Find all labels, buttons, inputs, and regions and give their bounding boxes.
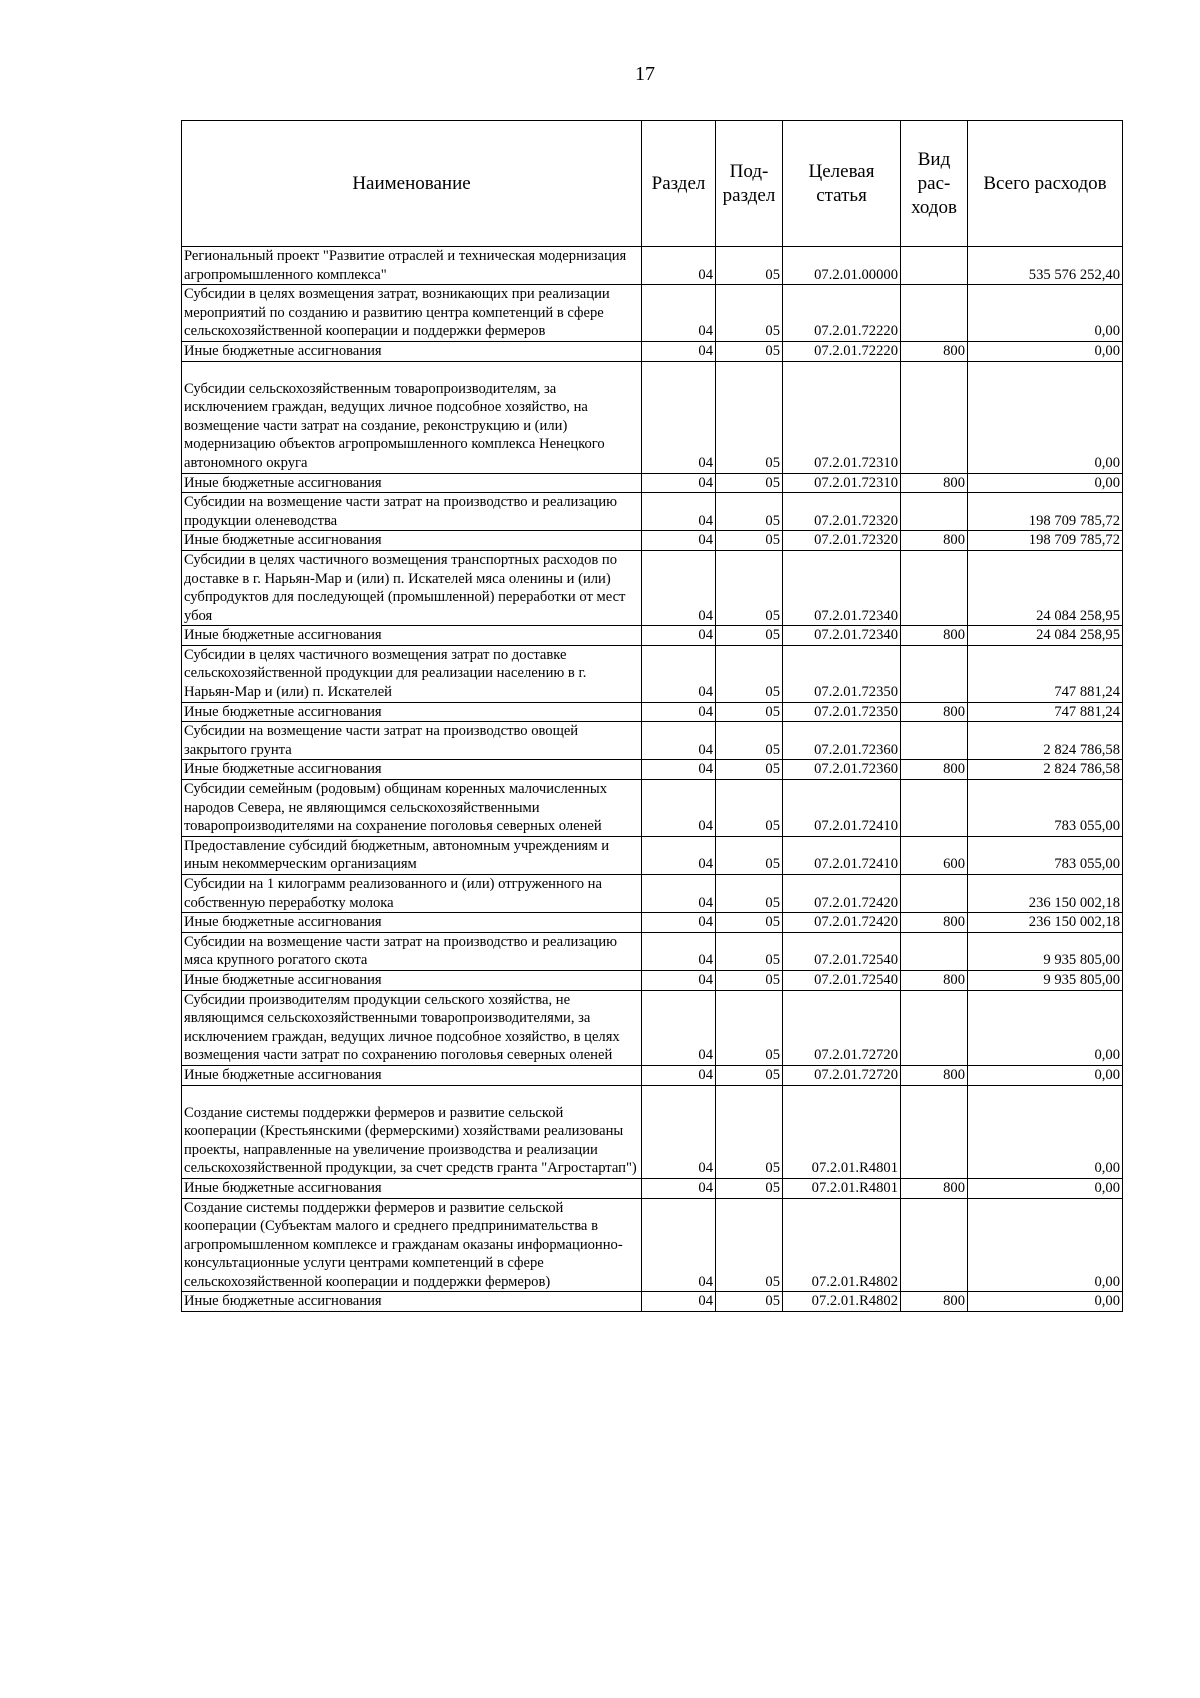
cell-subsection: 05 bbox=[716, 473, 783, 493]
cell-total: 0,00 bbox=[968, 473, 1123, 493]
cell-total: 198 709 785,72 bbox=[968, 531, 1123, 551]
cell-target: 07.2.01.72220 bbox=[783, 285, 901, 342]
table-row bbox=[182, 1178, 1123, 1198]
cell-kind: 800 bbox=[901, 341, 968, 361]
cell-section: 04 bbox=[642, 702, 716, 722]
table-row bbox=[182, 1292, 1123, 1312]
cell-name: Субсидии на возмещение части затрат на производство и реализацию продукции оленеводства bbox=[182, 493, 642, 531]
table-row bbox=[182, 550, 1123, 625]
cell-kind: 800 bbox=[901, 913, 968, 933]
cell-subsection: 05 bbox=[716, 1085, 783, 1178]
cell-section: 04 bbox=[642, 1198, 716, 1292]
cell-name: Иные бюджетные ассигнования bbox=[182, 760, 642, 780]
cell-kind bbox=[901, 285, 968, 342]
cell-subsection: 05 bbox=[716, 247, 783, 285]
cell-target: 07.2.01.R4801 bbox=[783, 1085, 901, 1178]
cell-target: 07.2.01.72540 bbox=[783, 970, 901, 990]
cell-kind: 800 bbox=[901, 473, 968, 493]
cell-subsection: 05 bbox=[716, 341, 783, 361]
cell-name: Субсидии производителям продукции сельского хозяйства, не являющимся сельскохозяйственными товаропроизводителями, за исключением граждан, ведущих личное подсобное хозяйство, в целях возмещения части затрат по сохранению поголовья северных оленей bbox=[182, 990, 642, 1065]
cell-section: 04 bbox=[642, 722, 716, 760]
cell-section: 04 bbox=[642, 247, 716, 285]
cell-subsection: 05 bbox=[716, 493, 783, 531]
table-row bbox=[182, 702, 1123, 722]
cell-target: 07.2.01.72350 bbox=[783, 645, 901, 702]
cell-section: 04 bbox=[642, 875, 716, 913]
cell-name: Субсидии в целях возмещения затрат, возникающих при реализации мероприятий по созданию и развитию центра компетенций в сфере сельскохозяйственной кооперации и поддержки фермеров bbox=[182, 285, 642, 342]
cell-name: Субсидии сельскохозяйственным товаропроизводителям, за исключением граждан, ведущих личное подсобное хозяйство, на возмещение части затрат на создание, реконструкцию и (или) модернизацию объектов агропромышленного комплекса Ненецкого автономного округа bbox=[182, 361, 642, 473]
cell-section: 04 bbox=[642, 645, 716, 702]
table-row bbox=[182, 341, 1123, 361]
cell-target: 07.2.01.72360 bbox=[783, 760, 901, 780]
cell-kind bbox=[901, 990, 968, 1065]
cell-kind: 800 bbox=[901, 1292, 968, 1312]
cell-target: 07.2.01.72350 bbox=[783, 702, 901, 722]
cell-subsection: 05 bbox=[716, 1065, 783, 1085]
cell-total: 198 709 785,72 bbox=[968, 493, 1123, 531]
table-row bbox=[182, 247, 1123, 285]
cell-subsection: 05 bbox=[716, 550, 783, 625]
header-section: Раздел bbox=[642, 121, 716, 247]
table-body bbox=[182, 247, 1123, 1312]
cell-total: 783 055,00 bbox=[968, 780, 1123, 837]
table-row bbox=[182, 1198, 1123, 1292]
table-row bbox=[182, 473, 1123, 493]
cell-name: Субсидии семейным (родовым) общинам коренных малочисленных народов Севера, не являющимся сельскохозяйственными товаропроизводителями на сохранение поголовья северных оленей bbox=[182, 780, 642, 837]
cell-total: 24 084 258,95 bbox=[968, 550, 1123, 625]
cell-section: 04 bbox=[642, 836, 716, 874]
cell-total: 0,00 bbox=[968, 1065, 1123, 1085]
cell-kind bbox=[901, 645, 968, 702]
cell-target: 07.2.01.00000 bbox=[783, 247, 901, 285]
header-kind: Вид рас- ходов bbox=[901, 121, 968, 247]
table-row bbox=[182, 780, 1123, 837]
cell-name: Создание системы поддержки фермеров и развитие сельской кооперации (Субъектам малого и среднего предпринимательства в агропромышленном комплексе и гражданам оказаны информационно-консультационные услуги центрами компетенций в сфере сельскохозяйственной кооперации и поддержки фермеров) bbox=[182, 1198, 642, 1292]
cell-name: Иные бюджетные ассигнования bbox=[182, 1178, 642, 1198]
cell-name: Иные бюджетные ассигнования bbox=[182, 626, 642, 646]
cell-total: 0,00 bbox=[968, 1085, 1123, 1178]
cell-section: 04 bbox=[642, 970, 716, 990]
cell-section: 04 bbox=[642, 473, 716, 493]
cell-target: 07.2.01.72360 bbox=[783, 722, 901, 760]
cell-total: 0,00 bbox=[968, 1178, 1123, 1198]
cell-total: 747 881,24 bbox=[968, 645, 1123, 702]
cell-section: 04 bbox=[642, 550, 716, 625]
cell-target: 07.2.01.R4801 bbox=[783, 1178, 901, 1198]
cell-kind: 800 bbox=[901, 1065, 968, 1085]
cell-target: 07.2.01.72320 bbox=[783, 493, 901, 531]
cell-total: 9 935 805,00 bbox=[968, 932, 1123, 970]
cell-total: 9 935 805,00 bbox=[968, 970, 1123, 990]
cell-subsection: 05 bbox=[716, 702, 783, 722]
table-header bbox=[182, 121, 1123, 247]
cell-kind bbox=[901, 361, 968, 473]
table-row bbox=[182, 760, 1123, 780]
table-row bbox=[182, 722, 1123, 760]
table-row bbox=[182, 531, 1123, 551]
header-target: Целевая статья bbox=[783, 121, 901, 247]
cell-target: 07.2.01.72410 bbox=[783, 836, 901, 874]
cell-name: Субсидии в целях частичного возмещения затрат по доставке сельскохозяйственной продукции для реализации населению в г. Нарьян-Мар и (или) п. Искателей bbox=[182, 645, 642, 702]
table-row bbox=[182, 1065, 1123, 1085]
cell-subsection: 05 bbox=[716, 970, 783, 990]
cell-kind: 800 bbox=[901, 702, 968, 722]
cell-name: Региональный проект "Развитие отраслей и техническая модернизация агропромышленного комплекса" bbox=[182, 247, 642, 285]
cell-subsection: 05 bbox=[716, 780, 783, 837]
cell-total: 0,00 bbox=[968, 361, 1123, 473]
cell-target: 07.2.01.72340 bbox=[783, 550, 901, 625]
cell-section: 04 bbox=[642, 932, 716, 970]
cell-name: Иные бюджетные ассигнования bbox=[182, 531, 642, 551]
table-row bbox=[182, 493, 1123, 531]
table-row bbox=[182, 836, 1123, 874]
cell-total: 0,00 bbox=[968, 341, 1123, 361]
cell-name: Иные бюджетные ассигнования bbox=[182, 970, 642, 990]
cell-kind: 800 bbox=[901, 531, 968, 551]
cell-total: 236 150 002,18 bbox=[968, 913, 1123, 933]
cell-total: 0,00 bbox=[968, 990, 1123, 1065]
table-row bbox=[182, 645, 1123, 702]
cell-total: 0,00 bbox=[968, 285, 1123, 342]
table-row bbox=[182, 875, 1123, 913]
cell-name: Субсидии на возмещение части затрат на производство овощей закрытого грунта bbox=[182, 722, 642, 760]
header-total: Всего расходов bbox=[968, 121, 1123, 247]
cell-total: 747 881,24 bbox=[968, 702, 1123, 722]
cell-name: Создание системы поддержки фермеров и развитие сельской кооперации (Крестьянскими (фермерскими) хозяйствами реализованы проекты, направленные на увеличение производства и реализации сельскохозяйственной продукции, за счет средств гранта "Агростартап") bbox=[182, 1085, 642, 1178]
cell-kind bbox=[901, 247, 968, 285]
cell-target: 07.2.01.72310 bbox=[783, 361, 901, 473]
cell-section: 04 bbox=[642, 1085, 716, 1178]
cell-kind bbox=[901, 1085, 968, 1178]
cell-section: 04 bbox=[642, 780, 716, 837]
cell-target: 07.2.01.72320 bbox=[783, 531, 901, 551]
cell-kind bbox=[901, 932, 968, 970]
cell-total: 236 150 002,18 bbox=[968, 875, 1123, 913]
header-row bbox=[182, 121, 1123, 247]
cell-target: 07.2.01.72340 bbox=[783, 626, 901, 646]
page-number: 17 bbox=[635, 63, 655, 85]
cell-subsection: 05 bbox=[716, 722, 783, 760]
cell-section: 04 bbox=[642, 1178, 716, 1198]
table-row bbox=[182, 913, 1123, 933]
cell-target: 07.2.01.72220 bbox=[783, 341, 901, 361]
table-row bbox=[182, 990, 1123, 1065]
cell-section: 04 bbox=[642, 1065, 716, 1085]
cell-total: 783 055,00 bbox=[968, 836, 1123, 874]
cell-target: 07.2.01.72720 bbox=[783, 1065, 901, 1085]
cell-subsection: 05 bbox=[716, 1292, 783, 1312]
cell-target: 07.2.01.72420 bbox=[783, 913, 901, 933]
cell-section: 04 bbox=[642, 760, 716, 780]
cell-section: 04 bbox=[642, 493, 716, 531]
cell-subsection: 05 bbox=[716, 836, 783, 874]
cell-subsection: 05 bbox=[716, 531, 783, 551]
cell-kind: 800 bbox=[901, 1178, 968, 1198]
cell-name: Субсидии на 1 килограмм реализованного и (или) отгруженного на собственную переработку молока bbox=[182, 875, 642, 913]
cell-target: 07.2.01.R4802 bbox=[783, 1198, 901, 1292]
table-row bbox=[182, 970, 1123, 990]
cell-subsection: 05 bbox=[716, 875, 783, 913]
cell-section: 04 bbox=[642, 341, 716, 361]
cell-section: 04 bbox=[642, 626, 716, 646]
cell-section: 04 bbox=[642, 913, 716, 933]
cell-subsection: 05 bbox=[716, 361, 783, 473]
cell-name: Иные бюджетные ассигнования bbox=[182, 1065, 642, 1085]
cell-name: Иные бюджетные ассигнования bbox=[182, 702, 642, 722]
cell-kind: 800 bbox=[901, 970, 968, 990]
cell-kind: 800 bbox=[901, 760, 968, 780]
cell-subsection: 05 bbox=[716, 1178, 783, 1198]
cell-subsection: 05 bbox=[716, 645, 783, 702]
header-subsection: Под- раздел bbox=[716, 121, 783, 247]
table-row bbox=[182, 932, 1123, 970]
table-row bbox=[182, 361, 1123, 473]
cell-target: 07.2.01.72310 bbox=[783, 473, 901, 493]
cell-kind bbox=[901, 1198, 968, 1292]
cell-kind: 800 bbox=[901, 626, 968, 646]
cell-total: 24 084 258,95 bbox=[968, 626, 1123, 646]
cell-section: 04 bbox=[642, 531, 716, 551]
cell-total: 0,00 bbox=[968, 1198, 1123, 1292]
cell-target: 07.2.01.72420 bbox=[783, 875, 901, 913]
cell-total: 2 824 786,58 bbox=[968, 722, 1123, 760]
cell-kind bbox=[901, 493, 968, 531]
cell-target: 07.2.01.72720 bbox=[783, 990, 901, 1065]
cell-kind bbox=[901, 550, 968, 625]
cell-target: 07.2.01.R4802 bbox=[783, 1292, 901, 1312]
cell-name: Субсидии в целях частичного возмещения транспортных расходов по доставке в г. Нарьян-Мар и (или) п. Искателей мяса оленины и (или) субпродуктов для последующей (промышленной) переработки от мест убоя bbox=[182, 550, 642, 625]
cell-kind bbox=[901, 875, 968, 913]
cell-section: 04 bbox=[642, 990, 716, 1065]
cell-subsection: 05 bbox=[716, 913, 783, 933]
table-row bbox=[182, 1085, 1123, 1178]
table-row bbox=[182, 626, 1123, 646]
cell-subsection: 05 bbox=[716, 285, 783, 342]
cell-total: 2 824 786,58 bbox=[968, 760, 1123, 780]
budget-table bbox=[181, 120, 1123, 1312]
table-row bbox=[182, 285, 1123, 342]
cell-name: Субсидии на возмещение части затрат на производство и реализацию мяса крупного рогатого скота bbox=[182, 932, 642, 970]
cell-name: Иные бюджетные ассигнования bbox=[182, 913, 642, 933]
cell-section: 04 bbox=[642, 1292, 716, 1312]
header-name: Наименование bbox=[182, 121, 642, 247]
cell-subsection: 05 bbox=[716, 626, 783, 646]
cell-kind bbox=[901, 722, 968, 760]
cell-subsection: 05 bbox=[716, 932, 783, 970]
cell-name: Предоставление субсидий бюджетным, автономным учреждениям и иным некоммерческим организациям bbox=[182, 836, 642, 874]
cell-subsection: 05 bbox=[716, 1198, 783, 1292]
cell-target: 07.2.01.72540 bbox=[783, 932, 901, 970]
cell-total: 0,00 bbox=[968, 1292, 1123, 1312]
cell-kind: 600 bbox=[901, 836, 968, 874]
cell-target: 07.2.01.72410 bbox=[783, 780, 901, 837]
cell-name: Иные бюджетные ассигнования bbox=[182, 341, 642, 361]
cell-total: 535 576 252,40 bbox=[968, 247, 1123, 285]
cell-section: 04 bbox=[642, 361, 716, 473]
cell-subsection: 05 bbox=[716, 760, 783, 780]
cell-kind bbox=[901, 780, 968, 837]
cell-name: Иные бюджетные ассигнования bbox=[182, 473, 642, 493]
cell-subsection: 05 bbox=[716, 990, 783, 1065]
cell-name: Иные бюджетные ассигнования bbox=[182, 1292, 642, 1312]
cell-section: 04 bbox=[642, 285, 716, 342]
